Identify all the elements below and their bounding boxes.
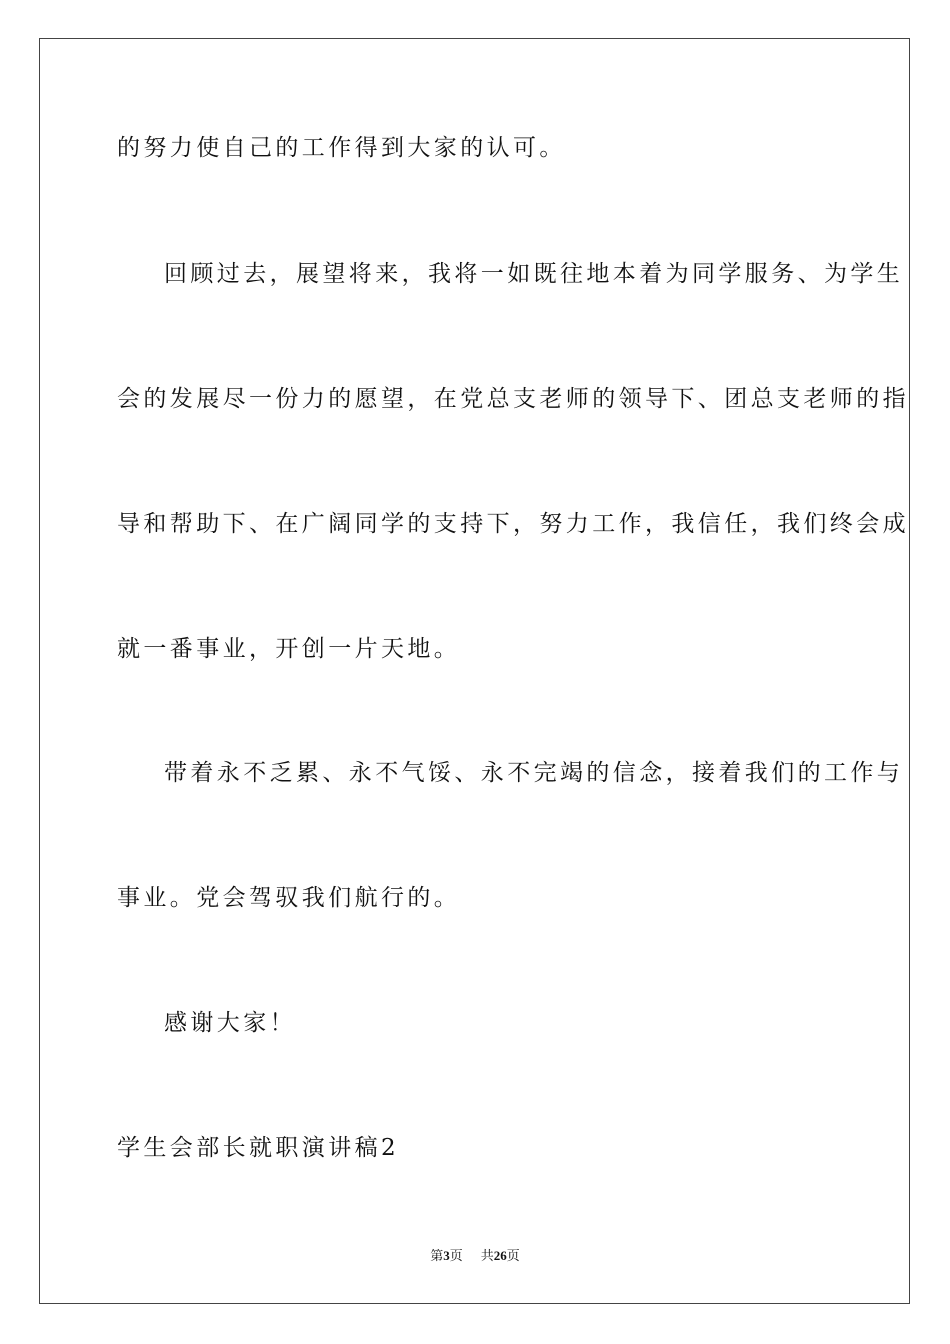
page-border [39, 38, 910, 1304]
paragraph-line-1: 的努力使自己的工作得到大家的认可。 [117, 135, 566, 161]
footer-page-total: 26 [493, 1248, 507, 1263]
footer-page-current: 3 [443, 1248, 450, 1263]
footer-page-suffix: 页 [449, 1249, 463, 1264]
footer-page-prefix: 第 [430, 1249, 444, 1264]
paragraph-line-4: 导和帮助下、在广阔同学的支持下，努力工作，我信任，我们终会成 [117, 511, 909, 537]
paragraph-line-5: 就一番事业，开创一片天地。 [117, 636, 461, 662]
paragraph-line-3: 会的发展尽一份力的愿望，在党总支老师的领导下、团总支老师的指 [117, 386, 909, 412]
closing-line: 感谢大家！ [164, 1010, 296, 1036]
paragraph-line-7: 事业。党会驾驭我们航行的。 [117, 885, 461, 911]
paragraph-line-6: 带着永不乏累、永不气馁、永不完竭的信念，接着我们的工作与 [164, 760, 904, 786]
section-heading: 学生会部长就职演讲稿2 [117, 1135, 400, 1161]
paragraph-line-2: 回顾过去，展望将来，我将一如既往地本着为同学服务、为学生 [164, 261, 904, 287]
footer-total-prefix: 共 [480, 1249, 494, 1264]
footer-total-suffix: 页 [506, 1249, 520, 1264]
page-footer [0, 1246, 950, 1267]
